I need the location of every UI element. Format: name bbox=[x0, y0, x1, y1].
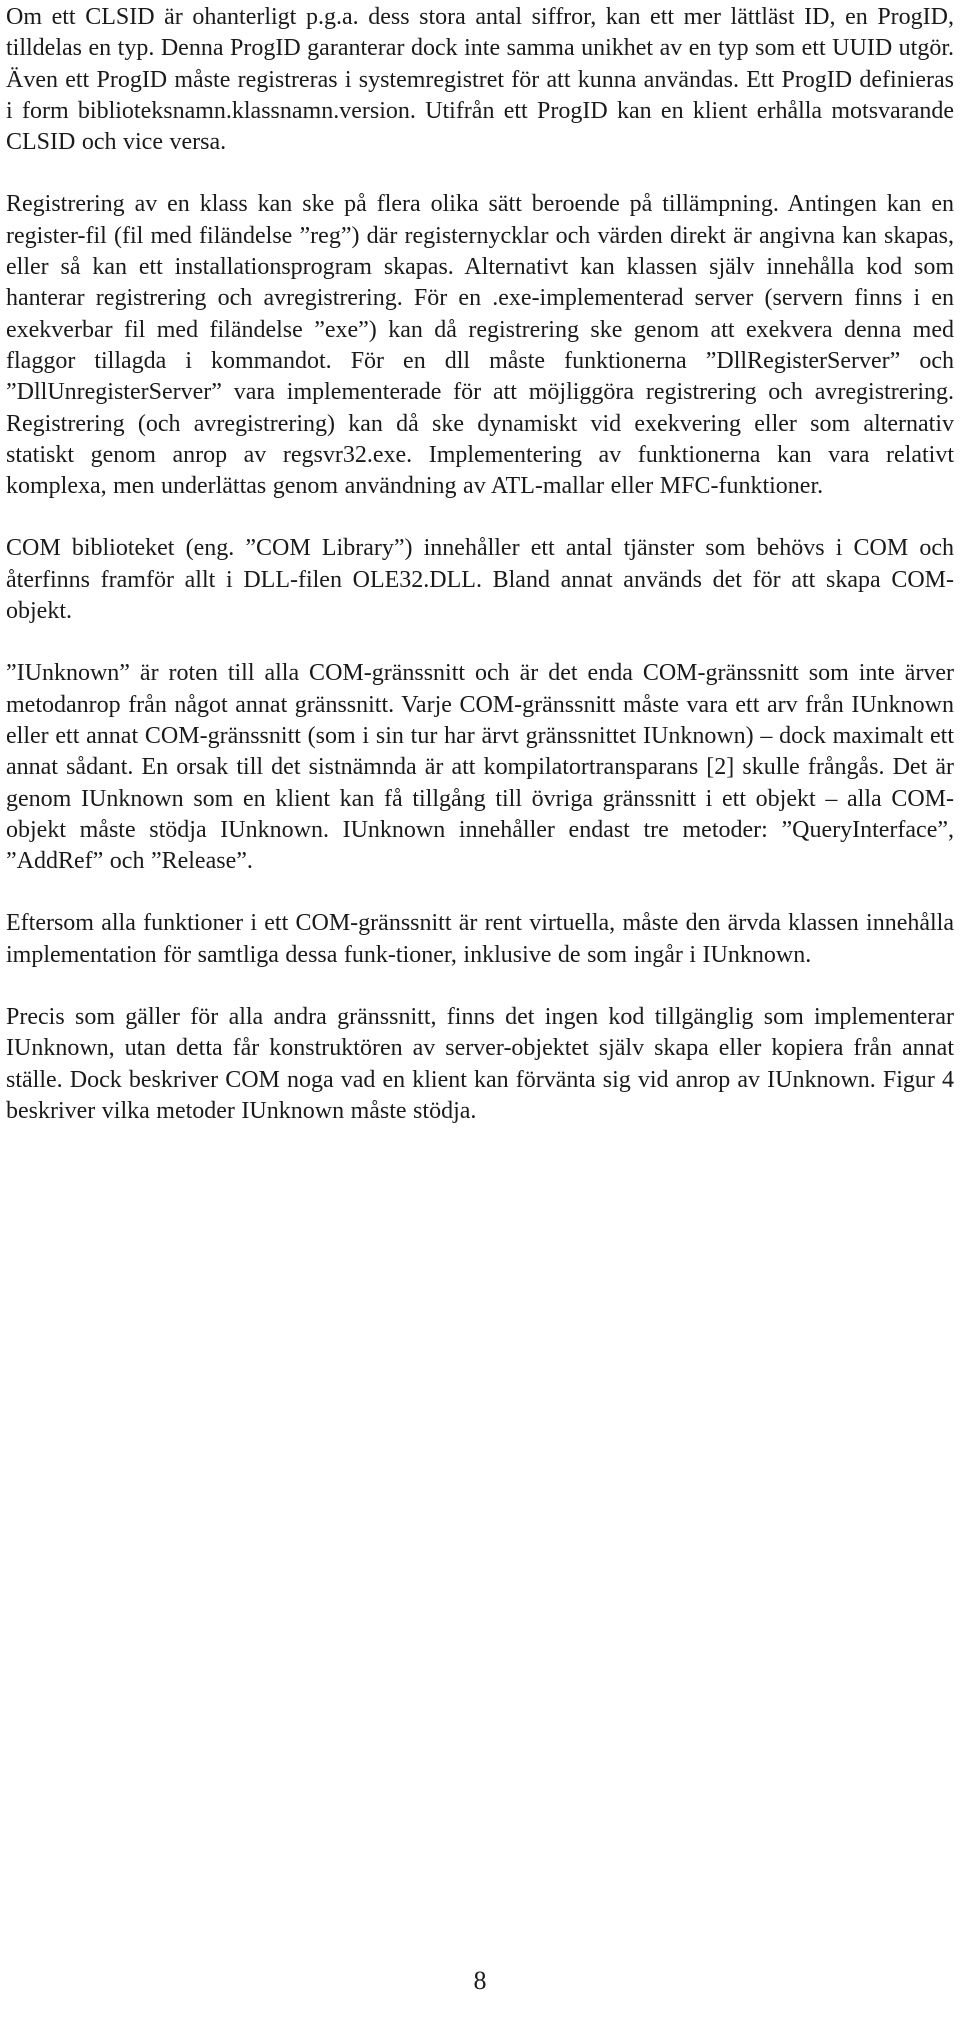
paragraph-iunknown: ”IUnknown” är roten till alla COM-gränssnitt och är det enda COM-gränssnitt som inte ärver metodanrop från något annat gränssnitt. Varje COM-gränssnitt måste vara ett arv från IUnknown eller ett annat COM-gränssnitt (som i sin tur har ärvt gränssnittet IUnknown) – dock maximalt ett annat sådant. En orsak till det sistnämnda är att kompilatortransparans [2] skulle frångås. Det är genom IUnknown som en klient kan få tillgång till övriga gränssnitt i ett objekt – alla COM-objekt måste stödja IUnknown. IUnknown innehåller endast tre metoder: ”QueryInterface”, ”AddRef” och ”Release”. bbox=[6, 660, 954, 875]
paragraph-progid: Om ett CLSID är ohanterligt p.g.a. dess stora antal siffror, kan ett mer lättläst ID, en ProgID, tilldelas en typ. Denna ProgID garanterar dock inte samma unikhet av en typ som ett UUID utgör. Även ett ProgID måste registreras i systemregistret för att kunna användas. Ett ProgID definieras i form biblioteksnamn.klassnamn.version. Utifrån ett ProgID kan en klient erhålla motsvarande CLSID och vice versa. bbox=[6, 4, 954, 156]
paragraph-virtual-functions: Eftersom alla funktioner i ett COM-gränssnitt är rent virtuella, måste den ärvda klassen innehålla implementation för samtliga dessa funk-tioner, inklusive de som ingår i IUnknown. bbox=[6, 910, 954, 968]
page-number: 8 bbox=[473, 1966, 487, 1995]
paragraph-com-library: COM biblioteket (eng. ”COM Library”) innehåller ett antal tjänster som behövs i COM och återfinns framför allt i DLL-filen OLE32.DLL. Bland annat används det för att skapa COM-objekt. bbox=[6, 535, 954, 625]
paragraph-implementation: Precis som gäller för alla andra gränssnitt, finns det ingen kod tillgänglig som implementerar IUnknown, utan detta får konstruktören av server-objektet själv skapa eller kopiera från annat ställe. Dock beskriver COM noga vad en klient kan förvänta sig vid anrop av IUnknown. Figur 4 beskriver vilka metoder IUnknown måste stödja. bbox=[6, 1004, 954, 1124]
paragraph-registrering: Registrering av en klass kan ske på flera olika sätt beroende på tillämpning. Antingen kan en register-fil (fil med filändelse ”reg”) där registernycklar och värden direkt är angivna kan skapas, eller så kan ett installationsprogram skapas. Alternativt kan klassen själv innehålla kod som hanterar registrering och avregistrering. För en .exe-implementerad server (servern finns i en exekverbar fil med filändelse ”exe”) kan då registrering ske genom att exekvera denna med flaggor tillagda i kommandot. För en dll måste funktionerna ”DllRegisterServer” och ”DllUnregisterServer” vara implementerade för att möjliggöra registrering och avregistrering. Registrering (och avregistrering) kan då ske dynamiskt vid exekvering eller som alternativ statiskt genom anrop av regsvr32.exe. Implementering av funktionerna kan vara relativt komplexa, men underlättas genom användning av ATL-mallar eller MFC-funktioner. bbox=[6, 191, 954, 500]
